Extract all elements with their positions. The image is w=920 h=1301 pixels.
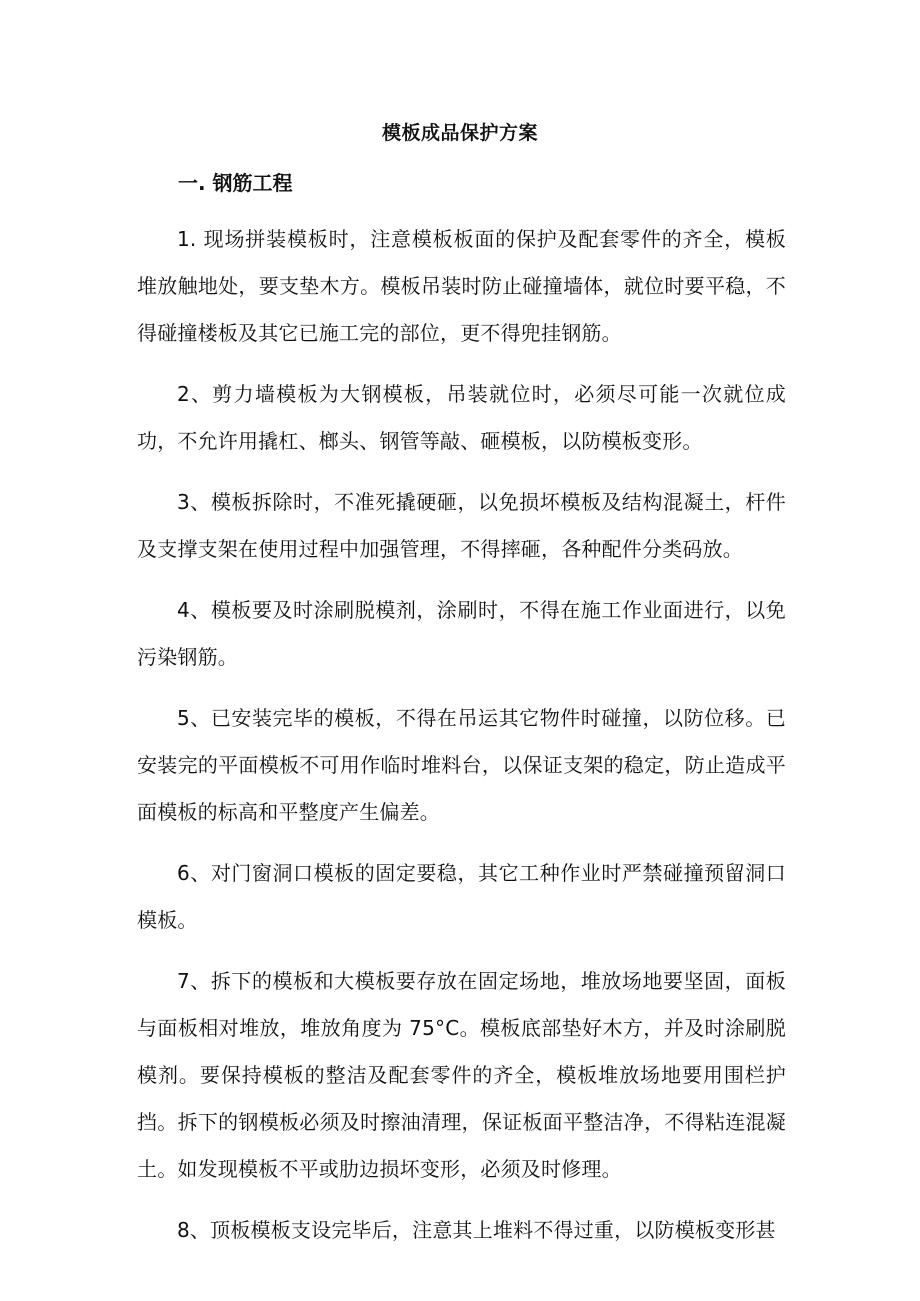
paragraph-3: 3、模板拆除时，不准死撬硬砸，以免损坏模板及结构混凝土，杆件及支撑支架在使用过程中加强管理，不得摔砸，各种配件分类码放。	[137, 490, 786, 561]
paragraph-7: 7、拆下的模板和大模板要存放在固定场地，堆放场地要坚固，面板与面板相对堆放，堆放角度为 75°C。模板底部垫好木方，并及时涂刷脱模剂。要保持模板的整洁及配套零件的齐全，模板堆放场地要用围栏护挡。拆下的钢模板必须及时擦油清理，保证板面平整洁净，不得粘连混凝土。如发现模板不平或肋边损坏变形，必须及时修理。	[137, 969, 786, 1181]
paragraph-8: 8、顶板模板支设完毕后，注意其上堆料不得过重，以防模板变形甚	[177, 1218, 776, 1242]
paragraph-2: 2、剪力墙模板为大钢模板，吊装就位时，必须尽可能一次就位成功，不允许用撬杠、榔头、钢管等敲、砸模板，以防模板变形。	[137, 382, 786, 453]
document-body	[137, 216, 786, 1268]
paragraph-4: 4、模板要及时涂刷脱模剂，涂刷时，不得在施工作业面进行，以免污染钢筋。	[137, 598, 786, 669]
section-heading: 一. 钢筋工程	[178, 171, 293, 195]
document-title: 模板成品保护方案	[381, 122, 538, 144]
paragraph-5: 5、已安装完毕的模板，不得在吊运其它物件时碰撞，以防位移。已安装完的平面模板不可用作临时堆料台，以保证支架的稳定，防止造成平面模板的标高和平整度产生偏差。	[137, 706, 786, 824]
paragraph-6: 6、对门窗洞口模板的固定要稳，其它工种作业时严禁碰撞预留洞口模板。	[137, 861, 786, 932]
paragraph-1: 1. 现场拼装模板时，注意模板板面的保护及配套零件的齐全，模板堆放触地处，要支垫木方。模板吊装时防止碰撞墙体，就位时要平稳，不得碰撞楼板及其它已施工完的部位，更不得兜挂钢筋。	[137, 227, 786, 345]
